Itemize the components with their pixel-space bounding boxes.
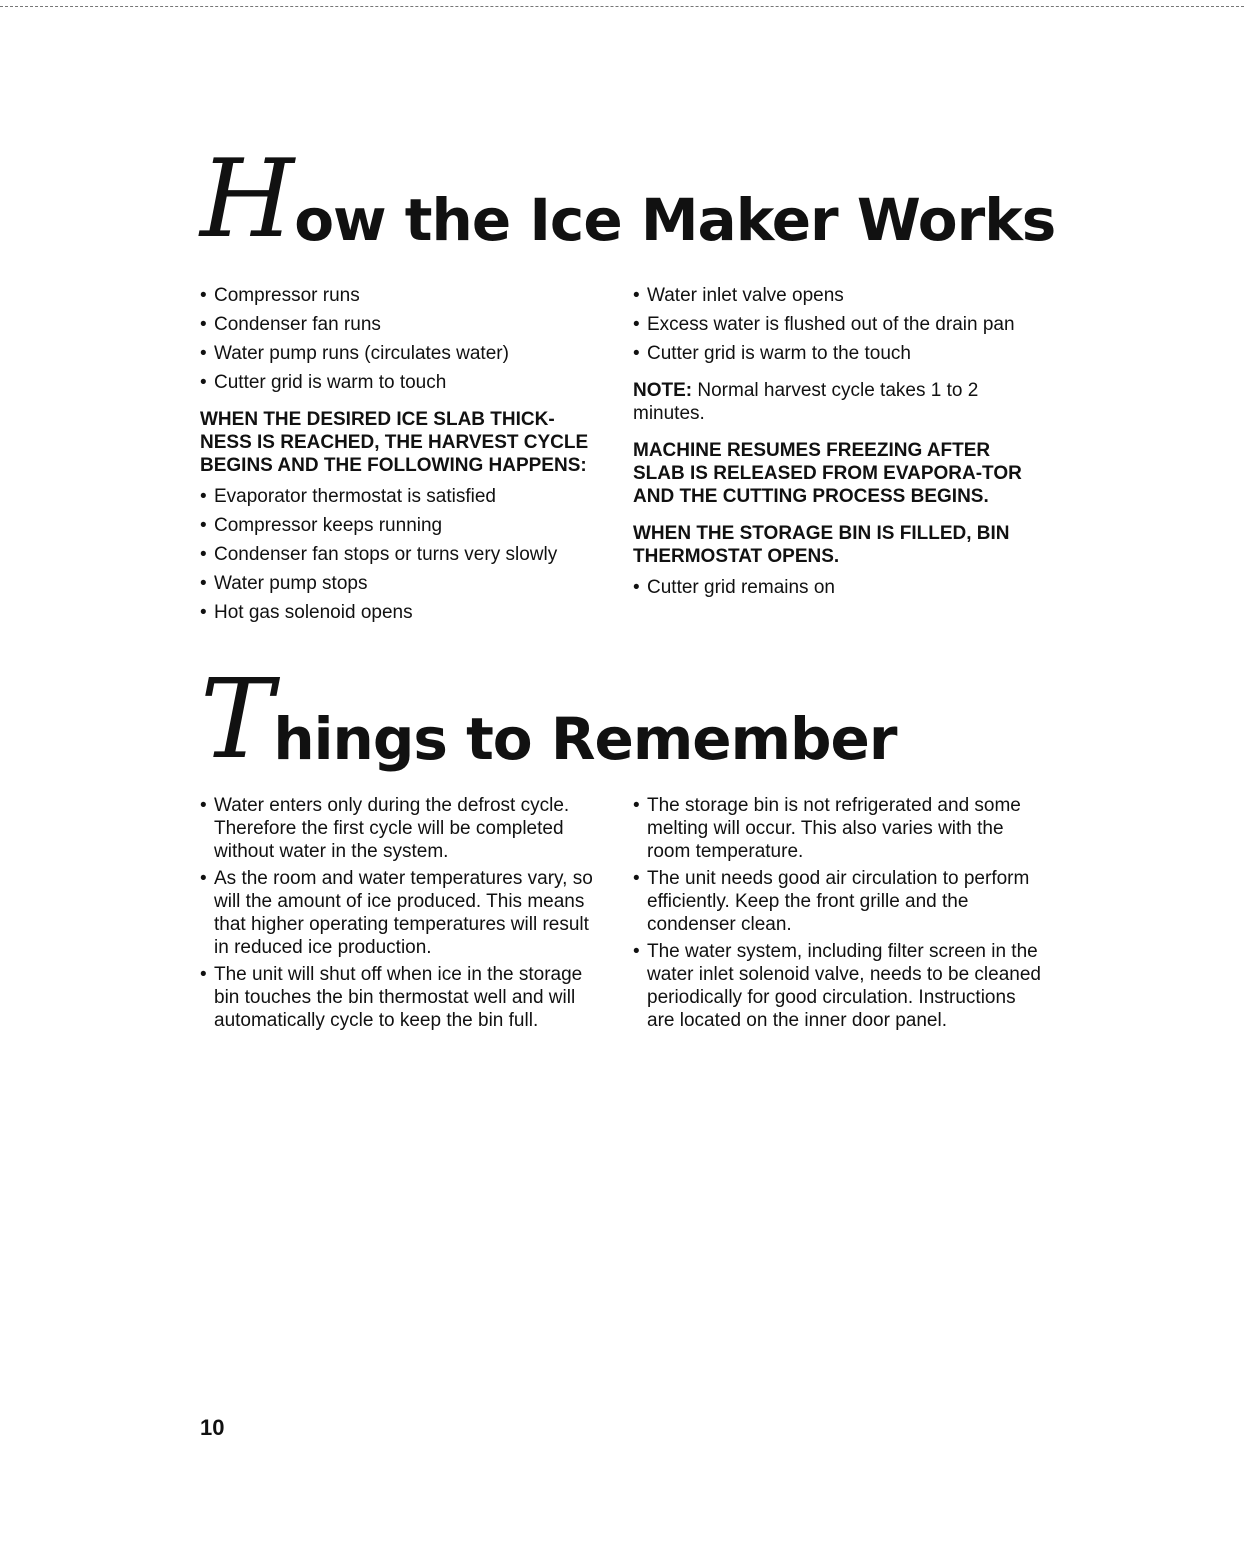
list-item: • As the room and water temperatures vary, so will the amount of ice produced. This means that higher operating temperatures will result in reduced ice production. [200,867,600,959]
bin-filled-list [633,576,1043,599]
title-drop-cap: H [200,137,295,262]
page-number: 10 [200,1415,225,1440]
list-item: • Compressor keeps running [200,514,600,537]
section-title-things [200,655,897,784]
things-left-column [200,794,600,1036]
remember-list [633,794,1043,1032]
harvest-note [633,379,1043,425]
harvest-list [200,485,600,624]
harvest-heading: WHEN THE DESIRED ICE SLAB THICK-NESS IS REACHED, THE HARVEST CYCLE BEGINS AND THE FOLLOWING HAPPENS: [200,409,589,476]
note-text: Normal harvest cycle takes 1 to 2 minutes. [633,380,979,424]
things-right-column [633,794,1043,1036]
remember-list [200,794,600,1032]
title-text: hings to Remember [273,705,897,773]
how-right-column [633,284,1043,605]
list-item: • Water pump stops [200,572,600,595]
title-drop-cap: T [200,655,274,783]
list-item: • Hot gas solenoid opens [200,601,600,624]
list-item: • Cutter grid is warm to touch [200,371,600,394]
list-item: • The unit needs good air circulation to perform efficiently. Keep the front grille and the condenser clean. [633,867,1043,936]
list-item: • Water inlet valve opens [633,284,1043,307]
list-item: • Water pump runs (circulates water) [200,342,600,365]
list-item: • Water enters only during the defrost cycle. Therefore the first cycle will be completed without water in the system. [200,794,600,863]
list-item: • Cutter grid remains on [633,576,1043,599]
list-item: • Excess water is flushed out of the drain pan [633,313,1043,336]
list-item: • The water system, including filter screen in the water inlet solenoid valve, needs to be cleaned periodically for good circulation. Instructions are located on the inner door panel. [633,940,1043,1032]
list-item: • Condenser fan stops or turns very slowly [200,543,600,566]
list-item: • Evaporator thermostat is satisfied [200,485,600,508]
running-list [200,284,600,394]
list-item: • Condenser fan runs [200,313,600,336]
bin-filled-heading: WHEN THE STORAGE BIN IS FILLED, BIN THERMOSTAT OPENS. [633,523,1010,567]
list-item: • Cutter grid is warm to the touch [633,342,1043,365]
list-item: • Compressor runs [200,284,600,307]
section-title-how [200,137,1056,265]
list-item: • The unit will shut off when ice in the storage bin touches the bin thermostat well and will automatically cycle to keep the bin full. [200,963,600,1032]
harvest-continued-list [633,284,1043,365]
title-text: ow the Ice Maker Works [294,186,1056,254]
scan-edge-line [0,6,1244,7]
list-item: • The storage bin is not refrigerated and some melting will occur. This also varies with the room temperature. [633,794,1043,863]
resume-heading: MACHINE RESUMES FREEZING AFTER SLAB IS RELEASED FROM EVAPORA-TOR AND THE CUTTING PROCESS BEGINS. [633,440,1022,507]
how-left-column [200,284,600,630]
note-label: NOTE: [633,380,693,401]
